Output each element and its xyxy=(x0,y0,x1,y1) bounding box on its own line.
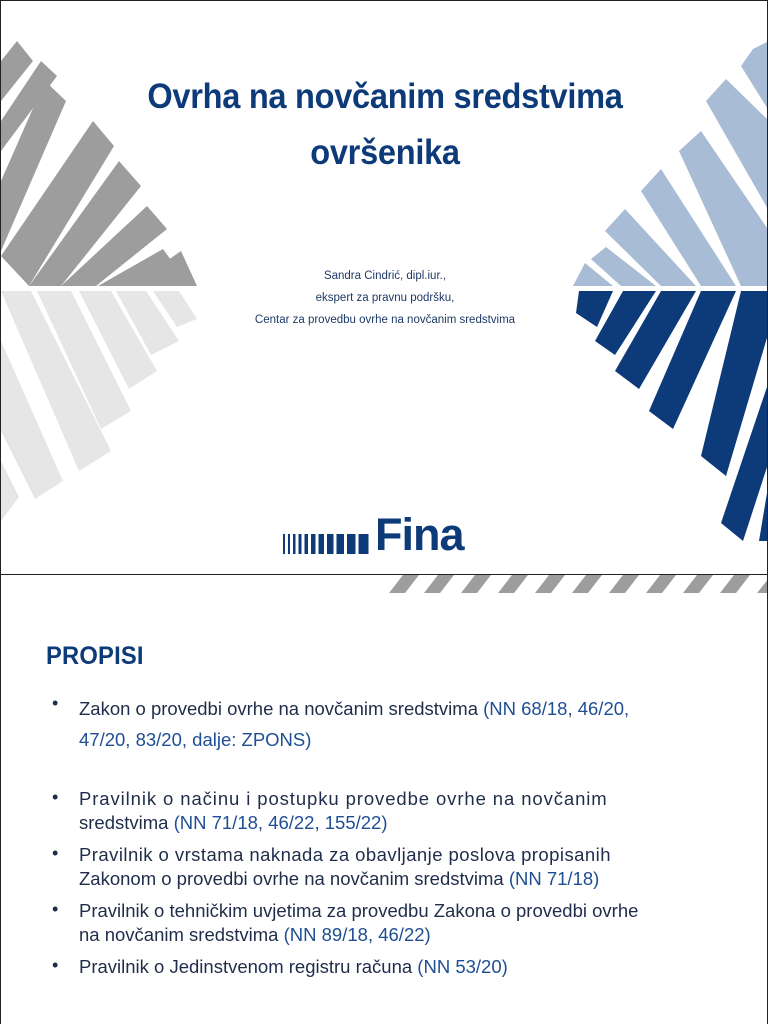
author-role: ekspert za pravnu podršku, xyxy=(315,292,455,304)
bullet-icon: • xyxy=(52,693,59,713)
list-item: • Pravilnik o Jedinstvenom registru računa (NN 53/20) xyxy=(52,955,508,977)
logo-wordmark: Fina xyxy=(375,509,464,560)
bullet-icon: • xyxy=(52,843,59,863)
author-department: Centar za provedbu ovrhe na novčanim sredstvima xyxy=(254,314,516,326)
author-name: Sandra Cindrić, dipl.iur., xyxy=(323,270,447,282)
list-item: • Pravilnik o vrstama naknada za obavljanje poslova propisanih Zakonom o provedbi ovrhe na novčanim sredstvima (NN 71/18) xyxy=(52,843,611,889)
title-line-1: Ovrha na novčanim sredstvima xyxy=(147,77,623,116)
right-chevron-lower xyxy=(576,291,768,541)
section-heading: PROPISI xyxy=(46,642,144,670)
presentation-title xyxy=(84,69,687,181)
fina-logo xyxy=(283,509,489,561)
left-chevron-lower xyxy=(1,291,197,521)
logo-bars-icon xyxy=(283,534,373,554)
bullet-icon: • xyxy=(52,899,59,919)
title-line-2: ovršenika xyxy=(310,133,460,172)
bullet-icon: • xyxy=(52,787,59,807)
list-item: • Zakon o provedbi ovrhe na novčanim sredstvima (NN 68/18, 46/20, 47/20, 83/20, dalje: ZPONS) xyxy=(52,693,630,750)
bullet-icon: • xyxy=(52,955,59,975)
author-block xyxy=(185,265,585,331)
top-stripe-decoration xyxy=(1,575,768,595)
list-item: • Pravilnik o tehničkim uvjetima za provedbu Zakona o provedbi ovrhe na novčanim sredstvima (NN 89/18, 46/22) xyxy=(52,899,639,945)
list-item: • Pravilnik o načinu i postupku provedbe ovrhe na novčanim sredstvima (NN 71/18, 46/22, 155/22) xyxy=(52,787,608,833)
